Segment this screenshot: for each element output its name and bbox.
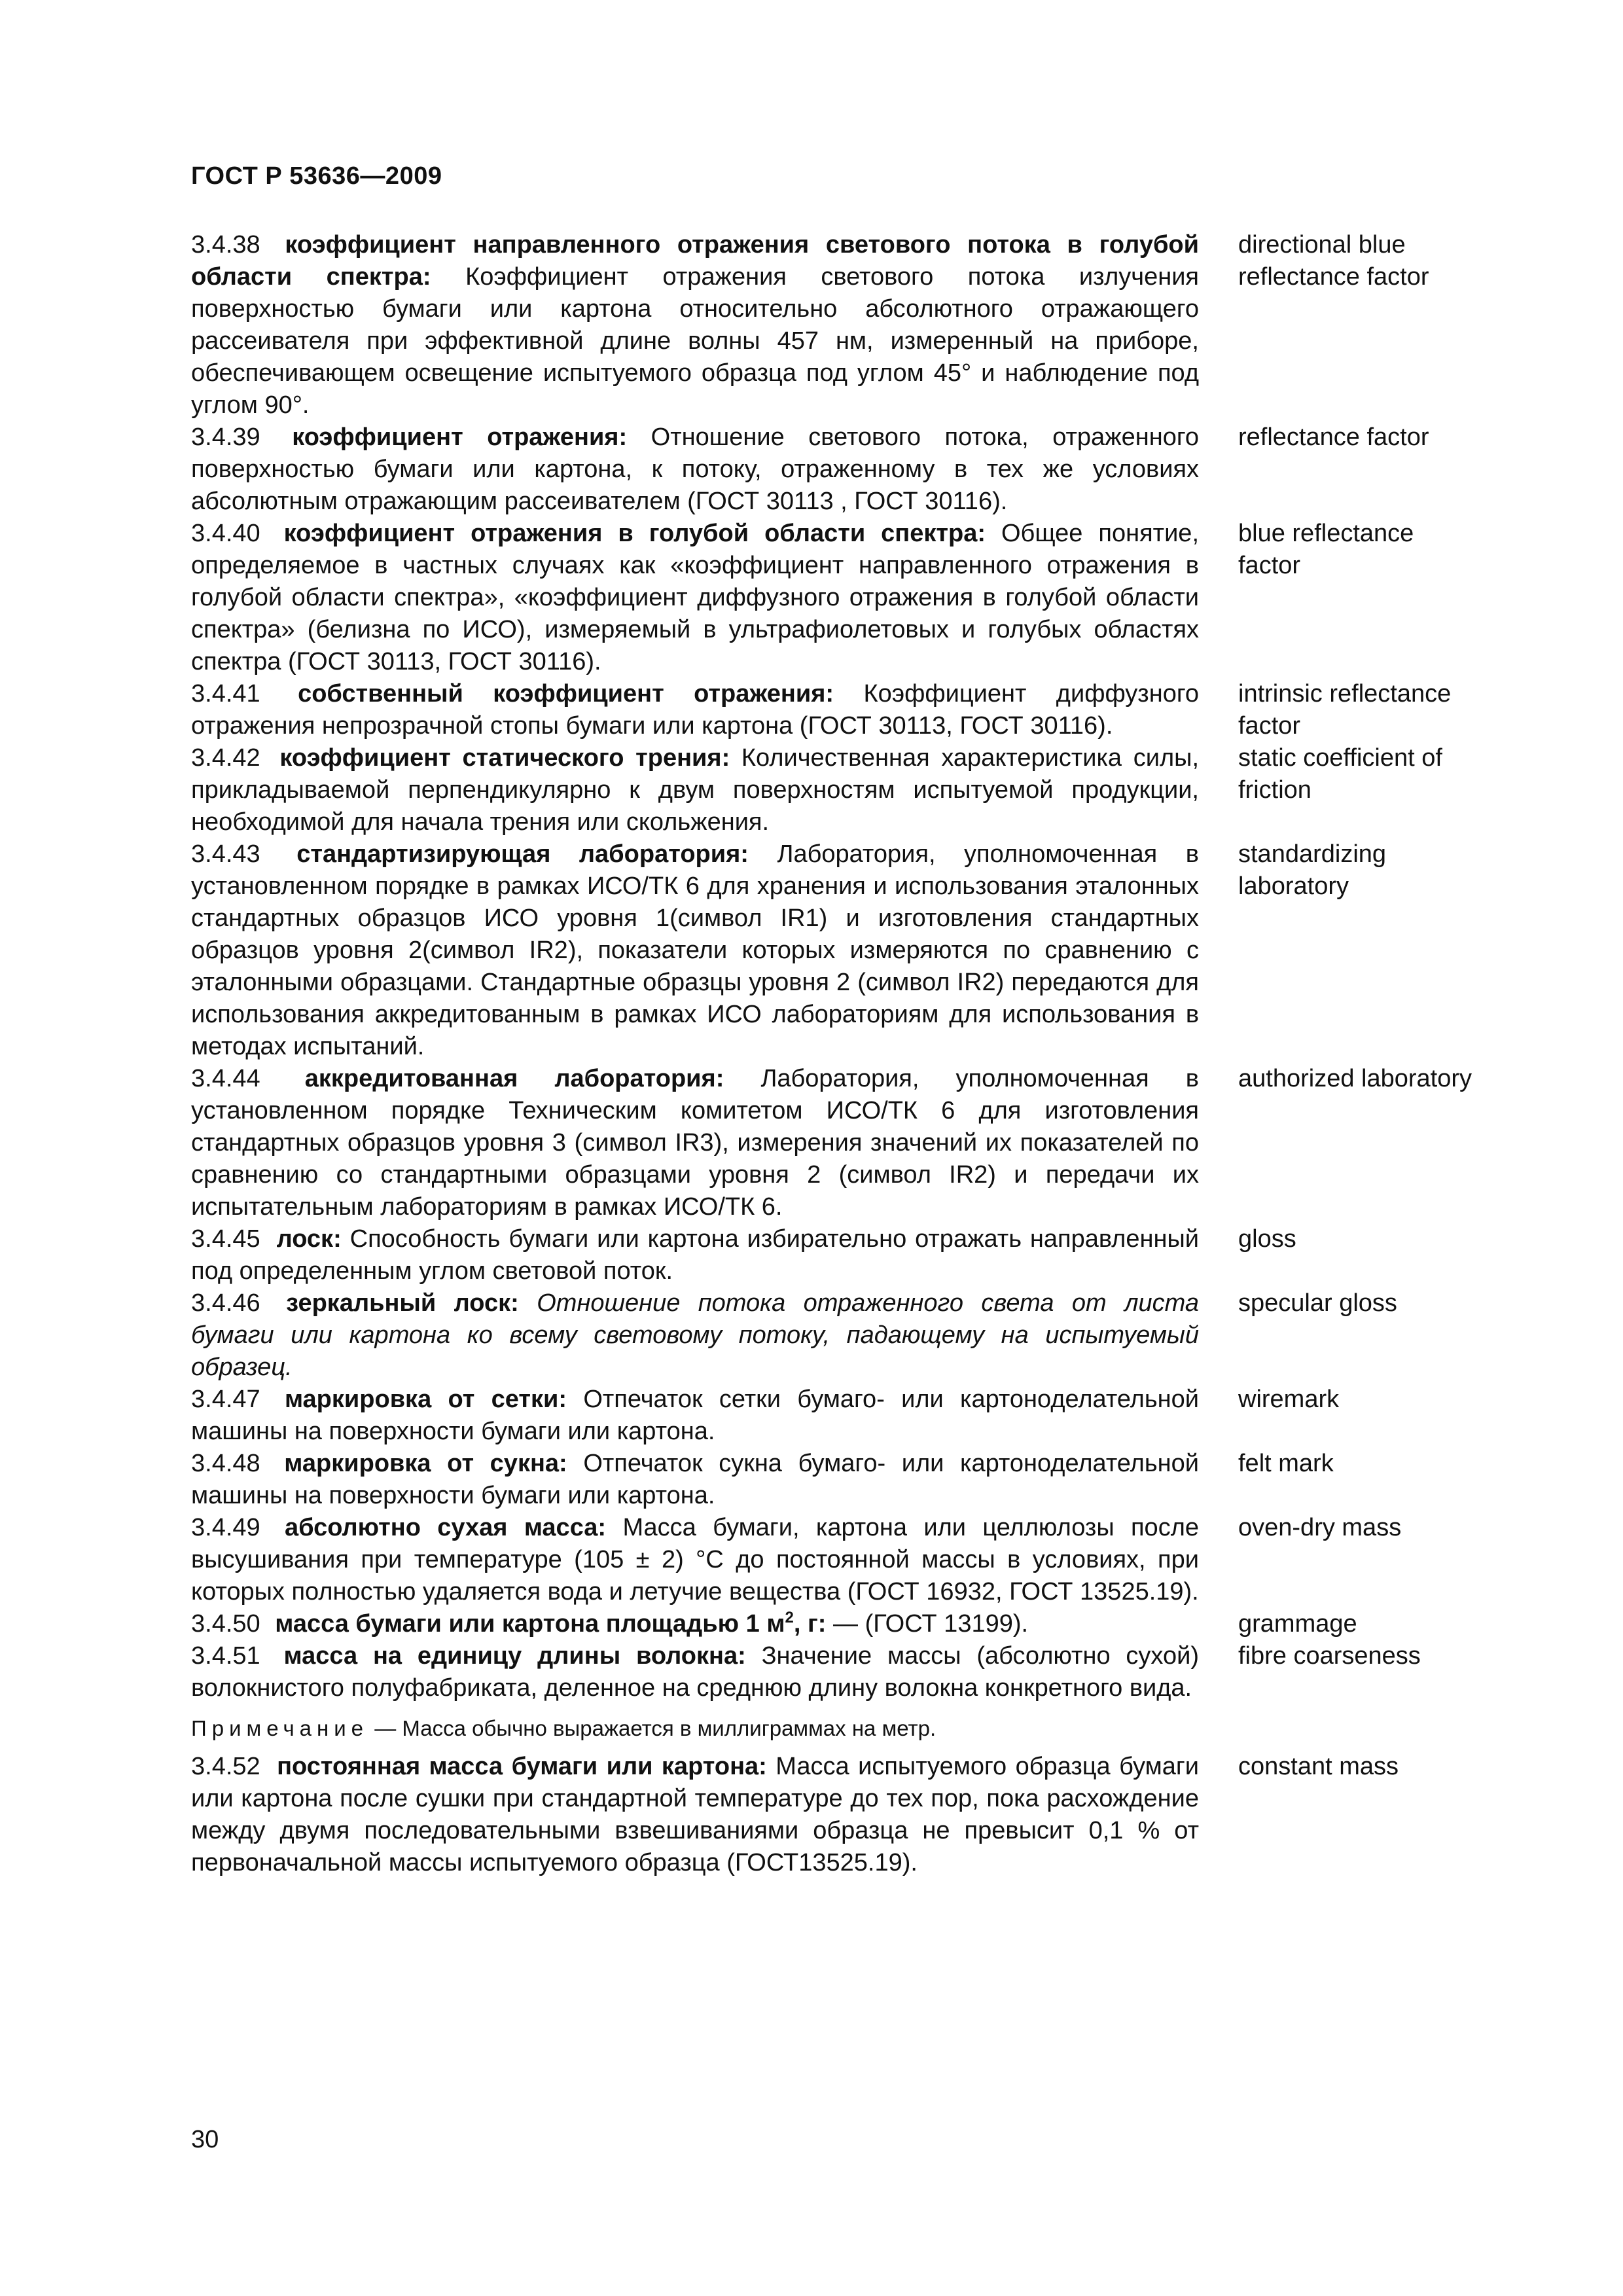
term-definition: Отношение потока отраженного света от листа бумаги или картона ко всему световому потоку, падающему на испытуемый образец.: [191, 1289, 1199, 1381]
term-ru: аккредитованная лаборатория:: [304, 1065, 724, 1092]
term-number: 3.4.48: [191, 1450, 260, 1477]
term-definition: Отпечаток сетки бумаго- или картоноделательной машины на поверхности бумаги или картона.: [191, 1386, 1200, 1445]
term-entry: [191, 1608, 1474, 1640]
term-ru: постоянная масса бумаги или картона:: [277, 1753, 767, 1780]
term-entry: [191, 838, 1474, 1063]
term-en: felt mark: [1238, 1450, 1334, 1477]
term-number: 3.4.43: [191, 840, 260, 868]
term-entry: [191, 1640, 1474, 1704]
term-ru: маркировка от сетки:: [284, 1386, 567, 1413]
term-body: [191, 1384, 1199, 1448]
term-en: grammage: [1238, 1610, 1357, 1638]
term-definition: Общее понятие, определяемое в частных случаях как «коэффициент направленного отражения в голубой области спектра», «коэффициент диффузного отражения в голубой области спектра» (белизна по ИСО), измеряемый в ультрафиолетовых и голубых областях спектра (ГОСТ 30113, ГОСТ 30116).: [191, 520, 1199, 675]
term-number: 3.4.46: [191, 1289, 260, 1317]
term-number: 3.4.49: [191, 1514, 260, 1541]
term-body: [191, 1751, 1199, 1879]
term-ru: коэффициент отражения:: [292, 423, 628, 451]
term-body: [191, 518, 1199, 678]
term-number: 3.4.47: [191, 1386, 260, 1413]
term-body: [191, 1640, 1199, 1704]
term-definition: Способность бумаги или картона избирательно отражать направленный под определенным углом световой поток.: [191, 1225, 1199, 1285]
term-entry: [191, 1512, 1474, 1608]
term-entry: [191, 518, 1474, 678]
term-definition: Лаборатория, уполномоченная в установленном порядке в рамках ИСО/ТК 6 для хранения и использования эталонных стандартных образцов ИСО уровня 1(символ IR1) и изготовления стандартных образцов уровня 2(символ IR2), показатели которых измеряются по сравнению с эталонными образцами. Стандартные образцы уровня 2 (символ IR2) передаются для использования аккредитованным в рамках ИСО лабораториям для использования в методах испытаний.: [191, 840, 1199, 1060]
term-ru: абсолютно сухая масса:: [285, 1514, 607, 1541]
term-definition: Лаборатория, уполномоченная в установленном порядке Техническим комитетом ИСО/ТК 6 для изготовления стандартных образцов уровня 3 (символ IR3), измерения значений их показателей по сравнению со стандартными образцами уровня 2 (символ IR2) и передачи их испытательным лабораториям в рамках ИСО/ТК 6.: [191, 1065, 1199, 1221]
term-definition: Коэффициент диффузного отражения непрозрачной стопы бумаги или картона (ГОСТ 30113, ГОСТ 30116).: [191, 680, 1199, 740]
term-body: [191, 678, 1199, 742]
term-number: 3.4.39: [191, 423, 260, 451]
term-body: [191, 1223, 1199, 1287]
term-en: standardizing laboratory: [1238, 840, 1387, 900]
term-ru: коэффициент статического трения:: [279, 744, 730, 772]
term-definition: — (ГОСТ 13199).: [833, 1610, 1029, 1638]
term-body: [191, 229, 1199, 422]
term-en: blue reflectance factor: [1238, 520, 1414, 579]
term-en: intrinsic reflectance factor: [1238, 680, 1452, 740]
document-header: ГОСТ Р 53636—2009: [191, 162, 442, 190]
term-body: [191, 1608, 1199, 1640]
page-number: 30: [191, 2126, 219, 2153]
term-number: 3.4.42: [191, 744, 260, 772]
term-body: [191, 1512, 1199, 1608]
term-definition: Отпечаток сукна бумаго- или картоноделательной машины на поверхности бумаги или картона.: [191, 1450, 1199, 1509]
term-definition: Отношение светового потока, отраженного поверхностью бумаги или картона, к потоку, отраженному в тех же условиях абсолютным отражающим рассеивателем (ГОСТ 30113 , ГОСТ 30116).: [191, 423, 1200, 515]
term-definition: Масса бумаги, картона или целлюлозы после высушивания при температуре (105 ± 2) °С до постоянной массы в условиях, при которых полностью удаляется вода и летучие вещества (ГОСТ 16932, ГОСТ 13525.19).: [191, 1514, 1200, 1605]
term-body: [191, 1448, 1199, 1512]
term-entry: [191, 1287, 1474, 1384]
terms-list: [191, 229, 1474, 1879]
term-number: 3.4.45: [191, 1225, 260, 1253]
term-en: constant mass: [1238, 1753, 1399, 1780]
note: [191, 1712, 1474, 1744]
term-definition: Значение массы (абсолютно сухой) волокнистого полуфабриката, деленное на среднюю длину волокна конкретного вида.: [191, 1642, 1200, 1702]
term-entry: [191, 1448, 1474, 1512]
term-body: [191, 1063, 1199, 1223]
term-body: [191, 742, 1199, 838]
term-en: authorized laboratory: [1238, 1065, 1472, 1092]
term-en: reflectance factor: [1238, 423, 1429, 451]
term-en: wiremark: [1238, 1386, 1340, 1413]
term-ru: маркировка от сукна:: [284, 1450, 567, 1477]
term-definition: Количественная характеристика силы, прикладываемой перпендикулярно к двум поверхностям испытуемой продукции, необходимой для начала трения или скольжения.: [191, 744, 1200, 836]
term-ru-suffix: , г:: [793, 1610, 827, 1638]
term-ru: коэффициент отражения в голубой области спектра:: [283, 520, 986, 547]
term-body: [191, 838, 1199, 1063]
term-entry: [191, 1223, 1474, 1287]
note-text: — Масса обычно выражается в миллиграммах на метр.: [374, 1716, 936, 1740]
term-en: static coefficient of friction: [1238, 744, 1442, 804]
term-definition: Коэффициент отражения светового потока излучения поверхностью бумаги или картона относительно абсолютного отражающего рассеивателя при эффективной длине волны 457 нм, измеренный на приборе, обеспечивающем освещение испытуемого образца под углом 45° и наблюдение под углом 90°.: [191, 263, 1200, 419]
term-body: [191, 422, 1199, 518]
term-ru: коэффициент направленного отражения светового потока в голубой области спектра:: [191, 231, 1199, 291]
term-number: 3.4.51: [191, 1642, 260, 1670]
term-body: [191, 1287, 1199, 1384]
term-ru: зеркальный лоск:: [286, 1289, 519, 1317]
term-entry: [191, 678, 1474, 742]
term-entry: [191, 742, 1474, 838]
term-ru: собственный коэффициент отражения:: [298, 680, 834, 708]
term-number: 3.4.52: [191, 1753, 260, 1780]
superscript: 2: [785, 1609, 794, 1626]
note-label: Примечание: [191, 1716, 369, 1740]
term-ru-text: масса бумаги или картона площадью 1 м: [275, 1610, 785, 1638]
term-ru: стандартизирующая лаборатория:: [296, 840, 749, 868]
term-ru: [275, 1610, 826, 1638]
term-en: gloss: [1238, 1225, 1296, 1253]
term-ru: масса на единицу длины волокна:: [283, 1642, 746, 1670]
term-number: 3.4.40: [191, 520, 260, 547]
term-en: fibre coarseness: [1238, 1642, 1421, 1670]
term-number: 3.4.38: [191, 231, 260, 259]
term-en: specular gloss: [1238, 1289, 1397, 1317]
term-definition: Масса испытуемого образца бумаги или картона после сушки при стандартной температуре до тех пор, пока расхождение между двумя последовательными взвешиваниями образца не превысит 0,1 % от первоначальной массы испытуемого образца (ГОСТ13525.19).: [191, 1753, 1199, 1876]
term-entry: [191, 422, 1474, 518]
term-entry: [191, 229, 1474, 422]
term-en: directional blue reflectance factor: [1238, 231, 1429, 291]
term-entry: [191, 1751, 1474, 1879]
term-ru: лоск:: [276, 1225, 342, 1253]
term-entry: [191, 1063, 1474, 1223]
term-entry: [191, 1384, 1474, 1448]
term-number: 3.4.41: [191, 680, 260, 708]
term-number: 3.4.50: [191, 1610, 260, 1638]
term-en: oven-dry mass: [1238, 1514, 1402, 1541]
term-number: 3.4.44: [191, 1065, 260, 1092]
